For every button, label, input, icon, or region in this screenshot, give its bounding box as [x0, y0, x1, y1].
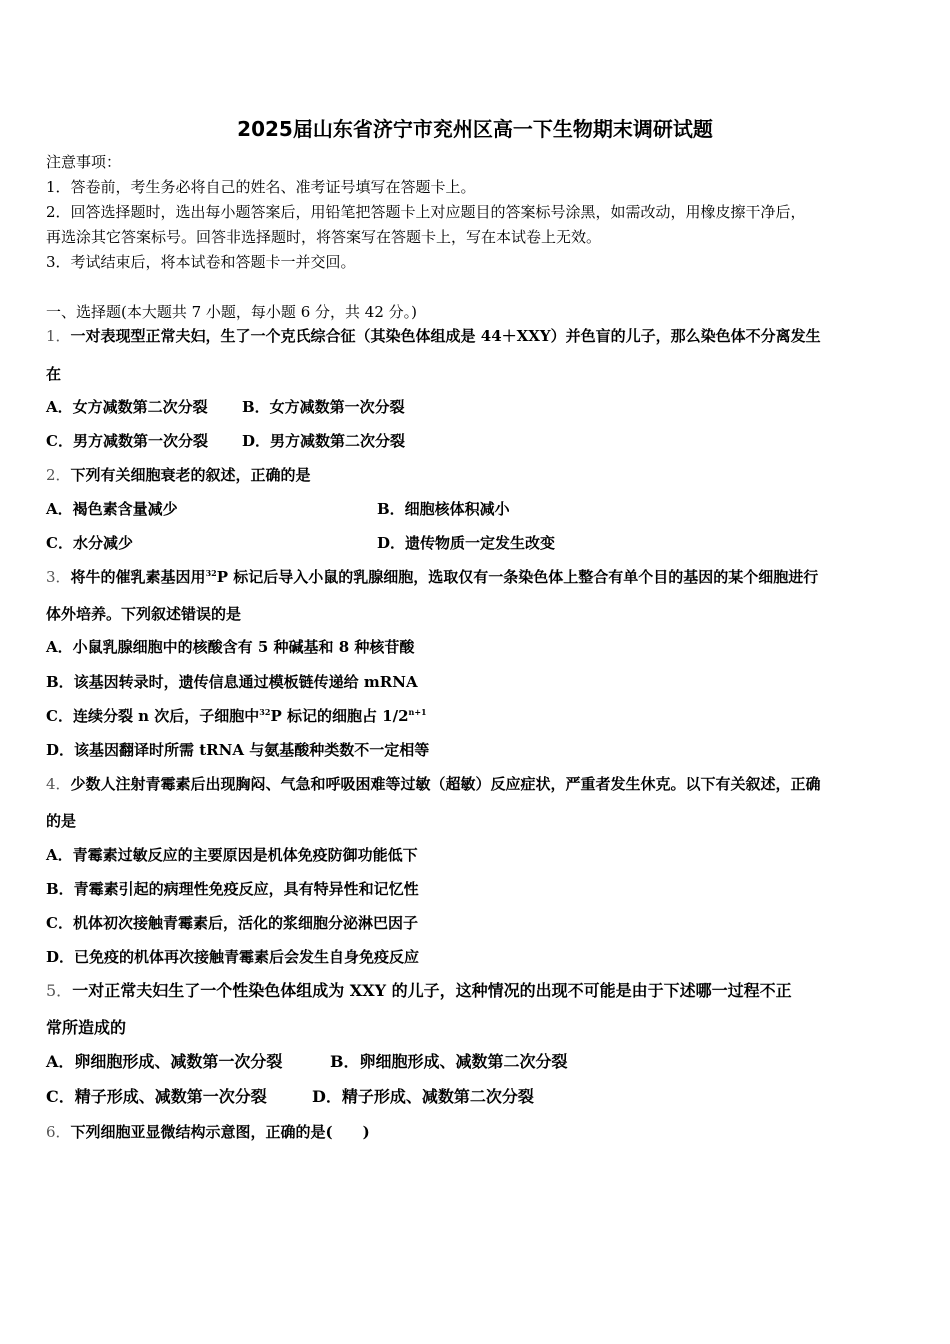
- notice-item: 再选涂其它答案标号。回答非选择题时，将答案写在答题卡上，写在本试卷上无效。: [46, 228, 602, 246]
- q1-option-c: C．男方减数第一次分裂: [46, 432, 208, 450]
- section-heading: 一、选择题(本大题共 7 小题，每小题 6 分，共 42 分。): [46, 303, 417, 321]
- superscript: 32: [259, 707, 271, 717]
- question-text: 将牛的催乳素基因用: [70, 568, 206, 586]
- question-number: 2．: [46, 466, 71, 484]
- q2-option-d: D．遗传物质一定发生改变: [377, 534, 556, 552]
- question-1: [46, 326, 821, 346]
- q5-option-c: C．精子形成、减数第一次分裂: [46, 1087, 267, 1106]
- question-text: 下列细胞亚显微结构示意图，正确的是( ): [70, 1123, 370, 1141]
- question-number: 6．: [46, 1123, 71, 1141]
- notice-heading: 注意事项：: [46, 153, 122, 171]
- option-text: C．连续分裂 n 次后，子细胞中: [46, 707, 260, 725]
- q5-option-d: D．精子形成、减数第二次分裂: [312, 1087, 534, 1106]
- question-5-cont: 常所造成的: [46, 1018, 127, 1037]
- question-number: 1．: [46, 327, 71, 345]
- notice-item: 3．考试结束后，将本试卷和答题卡一并交回。: [46, 253, 356, 271]
- question-3: [46, 567, 818, 587]
- question-text: P 标记后导入小鼠的乳腺细胞，选取仅有一条染色体上整合有单个目的基因的某个细胞进行: [216, 568, 819, 586]
- q1-option-d: D．男方减数第二次分裂: [242, 432, 406, 450]
- q2-option-c: C．水分减少: [46, 534, 133, 552]
- question-text: 下列有关细胞衰老的叙述，正确的是: [70, 466, 311, 484]
- question-text: 一对正常夫妇生了一个性染色体组成为 XXY 的儿子，这种情况的出现不可能是由于下述哪一过程不正: [72, 981, 792, 1000]
- question-2: [46, 465, 311, 485]
- question-4: [46, 774, 821, 794]
- q3-option-b: B．该基因转录时，遗传信息通过模板链传递给 mRNA: [46, 673, 418, 691]
- question-5: [46, 981, 792, 1001]
- option-text: P 标记的细胞占 1/2: [270, 707, 409, 725]
- q5-option-b: B．卵细胞形成、减数第二次分裂: [330, 1052, 568, 1071]
- q3-option-a: A．小鼠乳腺细胞中的核酸含有 5 种碱基和 8 种核苷酸: [46, 638, 415, 656]
- page-title: 2025届山东省济宁市兖州区高一下生物期末调研试题: [237, 117, 713, 141]
- question-text: 少数人注射青霉素后出现胸闷、气急和呼吸困难等过敏（超敏）反应症状，严重者发生休克。以下有关叙述，正确: [70, 775, 821, 793]
- q2-option-a: A．褐色素含量减少: [46, 500, 178, 518]
- q1-option-b: B．女方减数第一次分裂: [242, 398, 405, 416]
- q1-option-a: A．女方减数第二次分裂: [46, 398, 208, 416]
- question-text: 一对表现型正常夫妇，生了一个克氏综合征（其染色体组成是 44＋XXY）并色盲的儿子，那么染色体不分离发生: [70, 327, 821, 345]
- q4-option-a: A．青霉素过敏反应的主要原因是机体免疫防御功能低下: [46, 846, 418, 864]
- question-number: 5．: [46, 981, 73, 1000]
- notice-item: 2．回答选择题时，选出每小题答案后，用铅笔把答题卡上对应题目的答案标号涂黑，如需改动，用橡皮擦干净后，: [46, 203, 806, 221]
- superscript: 32: [205, 568, 217, 578]
- question-1-cont: 在: [46, 365, 62, 383]
- question-3-cont: 体外培养。下列叙述错误的是: [46, 605, 242, 623]
- q4-option-b: B．青霉素引起的病理性免疫反应，具有特异性和记忆性: [46, 880, 419, 898]
- q3-option-c: [46, 706, 427, 726]
- q5-option-a: A．卵细胞形成、减数第一次分裂: [46, 1052, 283, 1071]
- superscript: n+1: [408, 707, 427, 717]
- question-number: 3．: [46, 568, 71, 586]
- q4-option-c: C．机体初次接触青霉素后，活化的浆细胞分泌淋巴因子: [46, 914, 418, 932]
- q3-option-d: D．该基因翻译时所需 tRNA 与氨基酸种类数不一定相等: [46, 741, 430, 759]
- q2-option-b: B．细胞核体积减小: [377, 500, 510, 518]
- q4-option-d: D．已免疫的机体再次接触青霉素后会发生自身免疫反应: [46, 948, 420, 966]
- question-4-cont: 的是: [46, 812, 77, 830]
- question-6: [46, 1122, 370, 1142]
- question-number: 4．: [46, 775, 71, 793]
- notice-item: 1．答卷前，考生务必将自己的姓名、准考证号填写在答题卡上。: [46, 178, 476, 196]
